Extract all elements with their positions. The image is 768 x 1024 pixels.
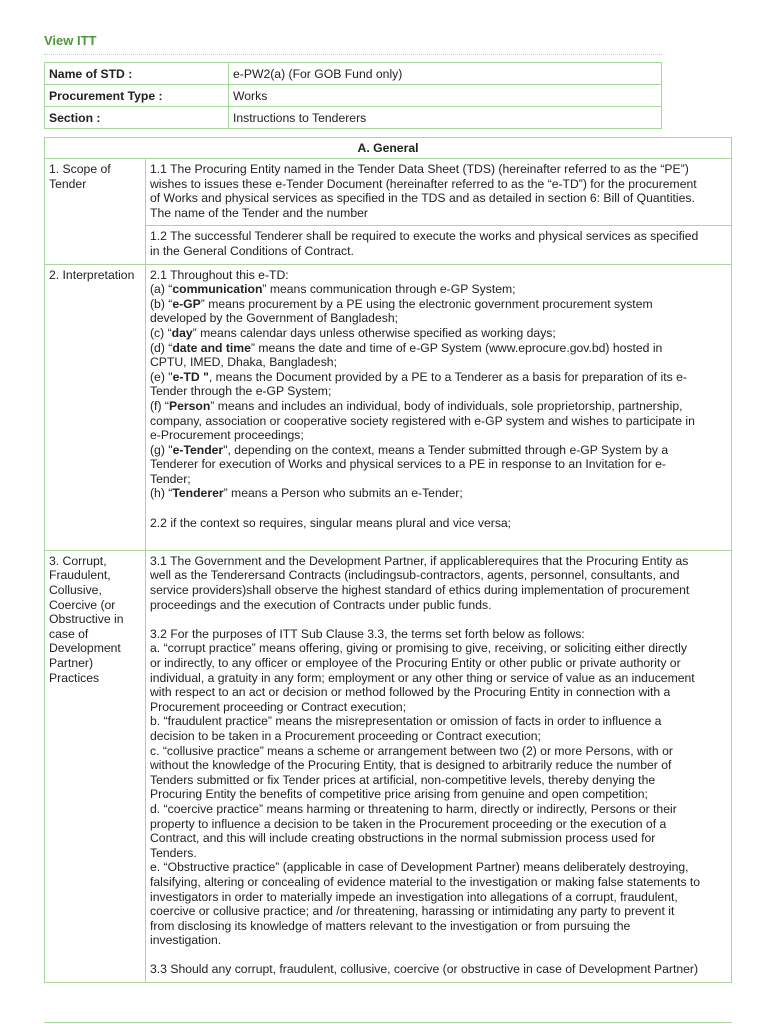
text-line: from disclosing its knowledge of matters relevant to the investigation or from pursuing the: [150, 918, 631, 933]
text-line: without the knowledge of the Procuring Entity, that is designed to arbitrarily reduce the number of: [150, 758, 672, 773]
text-line: 1.1 The Procuring Entity named in the Tender Data Sheet (TDS) (hereinafter referred to as the “PE”): [150, 162, 689, 176]
std-name-label: Name of STD :: [45, 63, 229, 85]
title-line: Partner): [49, 656, 94, 670]
def-text: ” means the date and time of e-GP System (www.eprocure.gov.bd) hosted in: [250, 340, 663, 355]
section-heading-row: [45, 138, 732, 159]
text-line: e. “Obstructive practice” (applicable in case of Development Partner) means deliberately destroying,: [150, 860, 689, 875]
text-line: wishes to issues these e-Tender Document (hereinafter referred to as the “e-TD”) for the procurement: [150, 176, 697, 191]
def-prefix: (f) “: [150, 398, 169, 413]
text-line: CPTU, IMED, Dhaka, Bangladesh;: [150, 355, 337, 370]
page-title: View ITT: [44, 33, 97, 48]
text-line: Tender through the e-GP System;: [150, 384, 332, 399]
def-prefix: (d) “: [150, 340, 173, 355]
section-value: Instructions to Tenderers: [229, 107, 662, 129]
def-prefix: (b) “: [150, 296, 173, 311]
def-term: e-Tender: [172, 442, 224, 457]
spacer: [150, 501, 728, 516]
def-text: ” means and includes an individual, body of individuals, sole proprietorship, partnership,: [210, 398, 683, 413]
text-line: Procuring Entity the benefits of competitive price arising from genuine and open competition;: [150, 787, 648, 802]
text-line: 2.1 Throughout this e-TD:: [150, 267, 289, 282]
text-line: 3.2 For the purposes of ITT Sub Clause 3.3, the terms set forth below as follows:: [150, 626, 585, 641]
text-line: investigation.: [150, 933, 222, 948]
def-prefix: (c) “: [150, 325, 172, 340]
section-heading: A. General: [45, 138, 732, 159]
procurement-type-row: [45, 85, 662, 107]
text-line: decision to be taken in a Procurement proceeding or Contract execution;: [150, 728, 541, 743]
clause-3: [146, 550, 732, 982]
def-prefix: (a) “: [150, 282, 173, 297]
spacer: [150, 530, 728, 545]
text-line: falsifying, altering or concealing of evidence material to the investigation or making false statements to: [150, 874, 701, 889]
clause-row-interpretation: [45, 264, 732, 550]
text-line: d. “coercive practice” means harming or threatening to harm, directly or indirectly, Persons or their: [150, 801, 677, 816]
clause-2-2: 2.2 if the context so requires, singular means plural and vice versa;: [150, 515, 512, 530]
text-line: individual, a gratuity in any form; employment or any other thing or service of value as an inducement: [150, 670, 695, 685]
definition-f: [150, 399, 728, 414]
text-line: The name of the Tender and the number: [150, 205, 368, 220]
def-term: e-GP: [172, 296, 201, 311]
text-line: well as the Tenderersand Contracts (includingsub-contractors, agents, personnel, consultants, and: [150, 568, 680, 583]
def-prefix: (h) “: [150, 486, 173, 501]
definition-e: [150, 370, 728, 385]
text-line: b. “fraudulent practice” means the misrepresentation or omission of facts in order to influence a: [150, 714, 662, 729]
section-label: Section :: [45, 107, 229, 129]
text-line: company, association or cooperative society registered with e-GP system and wishes to participate in: [150, 413, 695, 428]
text-line: coercive or collusive practice; and /or threatening, harassing or intimidating any party to prevent it: [150, 904, 675, 919]
def-prefix: (g) ": [150, 442, 173, 457]
text-line: service providers)shall observe the highest standard of ethics during implementation of procurement: [150, 583, 690, 598]
clause-3-3: 3.3 Should any corrupt, fraudulent, collusive, coercive (or obstructive in case of Development Partner): [150, 962, 699, 977]
def-term: date and time: [172, 340, 251, 355]
definition-h: [150, 486, 728, 501]
text-line: of Works and physical services as specified in the TDS and as detailed in section 6: Bill of Quantities.: [150, 191, 695, 206]
text-line: or indirectly, to any officer or employee of the Procuring Entity or other public or private authority or: [150, 656, 681, 670]
std-name-value: e-PW2(a) (For GOB Fund only): [229, 63, 662, 85]
text-line: developed by the Government of Bangladesh;: [150, 311, 398, 326]
text-line: Tenderer for execution of Works and physical services to a PE in response to an Invitation for e-: [150, 457, 666, 472]
text-line: with respect to an act or decision or method followed by the Procuring Entity in connection with a: [150, 685, 671, 700]
definition-g: [150, 443, 728, 458]
clause-2: [146, 264, 732, 550]
spacer: [150, 612, 728, 627]
text-line: 1.2 The successful Tenderer shall be required to execute the works and physical services as specified: [150, 229, 699, 244]
text-line: e-Procurement proceedings;: [150, 428, 304, 443]
def-text: ” means procurement by a PE using the electronic government procurement system: [200, 296, 653, 311]
text-line: Contract, and this will include creating obstructions in the normal submission process used for: [150, 831, 656, 846]
text-line: property to influence a decision to be taken in the Procurement proceeding or the execution of a: [150, 816, 667, 831]
text-line: Tenders submitted or fix Tender prices at artificial, non-competitive levels, thereby denying the: [150, 772, 656, 787]
def-text: ", depending on the context, means a Tender submitted through e-GP System by a: [223, 442, 669, 457]
title-divider: [44, 54, 662, 55]
clause-row-corrupt: [45, 550, 732, 982]
text-line: investigators in order to materially impede an investigation into allegations of a corrupt, fraudulent,: [150, 889, 678, 904]
procurement-type-value: Works: [229, 85, 662, 107]
clause-1-1: [146, 159, 732, 226]
text-line: a. “corrupt practice” means offering, giving or promising to give, receiving, or soliciting either directly: [150, 641, 687, 656]
clause-1-2: [146, 226, 732, 264]
clause-title-interpretation: 2. Interpretation: [45, 264, 146, 550]
title-line: Development: [49, 641, 121, 656]
std-info-table: [44, 62, 662, 129]
std-name-row: [45, 63, 662, 85]
clause-row-scope: [45, 159, 732, 226]
def-term: day: [171, 325, 193, 340]
section-row: [45, 107, 662, 129]
title-line: Practices: [49, 670, 100, 685]
text-line: 3.1 The Government and the Development Partner, if applicablerequires that the Procuring Entity as: [150, 553, 689, 568]
clause-title-corrupt: [45, 550, 146, 982]
def-text: , means the Document provided by a PE to a Tenderer as a basis for preparation of its e-: [208, 369, 687, 384]
definition-b: [150, 297, 728, 312]
clause-row-scope-2: [45, 226, 732, 264]
title-line: Fraudulent,: [49, 568, 111, 583]
itt-table: [44, 137, 732, 983]
text-line: Tenders.: [150, 845, 197, 860]
text-line: proceedings and the execution of Contracts under public funds.: [150, 597, 492, 612]
def-term: Tenderer: [172, 486, 224, 501]
title-line: Obstructive in: [49, 612, 124, 627]
def-text: ” means communication through e-GP System;: [262, 282, 516, 297]
def-text: ” means a Person who submits an e-Tender;: [223, 486, 463, 501]
def-prefix: (e) ": [150, 369, 173, 384]
definition-d: [150, 341, 728, 356]
text-line: Procurement proceeding or Contract execution;: [150, 699, 407, 714]
def-term: e-TD ": [172, 369, 209, 384]
spacer: [150, 948, 728, 963]
title-line: 3. Corrupt,: [49, 553, 107, 568]
def-term: Person: [168, 398, 211, 413]
procurement-type-label: Procurement Type :: [45, 85, 229, 107]
title-line: Collusive,: [49, 583, 102, 598]
title-line: case of: [49, 626, 89, 641]
text-line: c. “collusive practice” means a scheme or arrangement between two (2) or more Persons, with or: [150, 743, 673, 758]
text-line: in the General Conditions of Contract.: [150, 243, 354, 258]
table-bottom-edge: [44, 1022, 732, 1023]
definition-c: [150, 326, 728, 341]
clause-title-scope: 1. Scope of Tender: [45, 159, 146, 265]
def-text: ” means calendar days unless otherwise specified as working days;: [192, 325, 556, 340]
text-line: Tender;: [150, 471, 191, 486]
def-term: communication: [172, 282, 263, 297]
title-line: Coercive (or: [49, 597, 116, 612]
definition-a: [150, 282, 728, 297]
